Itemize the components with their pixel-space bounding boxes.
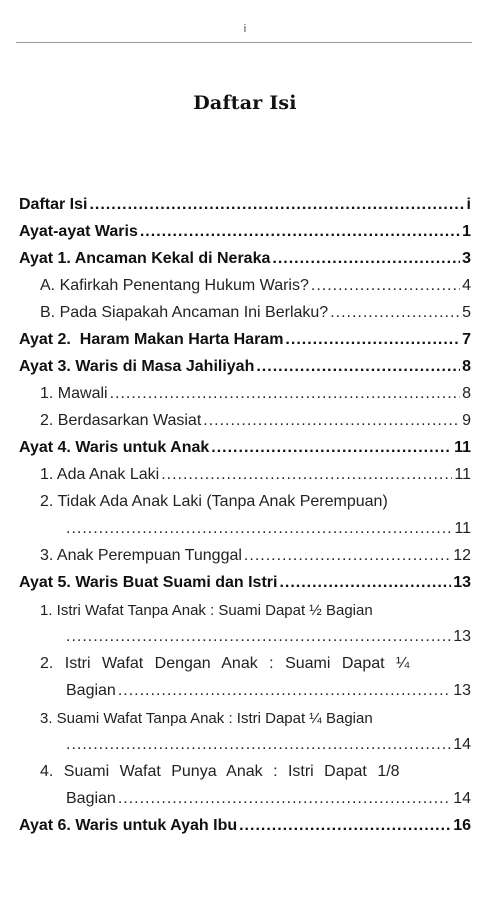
toc-leader-dots <box>89 197 464 213</box>
toc-leader-dots <box>330 305 460 321</box>
toc-entry-label: Ayat 5. Waris Buat Suami dan Istri <box>19 574 278 591</box>
toc-leader-dots <box>272 251 460 267</box>
header-divider <box>16 42 472 43</box>
toc-entry-label <box>40 764 471 780</box>
toc-leader-dots <box>285 332 460 348</box>
toc-leader-dots <box>161 467 452 483</box>
toc-leader-dots <box>66 629 451 645</box>
toc-entry-label: Ayat-ayat Waris <box>19 223 138 240</box>
toc-entry-label: 2. Berdasarkan Wasiat <box>40 412 202 429</box>
toc-entry-page: i <box>466 196 471 213</box>
toc-subentry[interactable] <box>40 645 471 672</box>
toc-entry-label: Ayat 1. Ancaman Kekal di Neraka <box>19 250 271 267</box>
toc-entry-label: Ayat 4. Waris untuk Anak <box>19 439 210 456</box>
toc-leader-dots <box>110 386 461 402</box>
toc-subentry[interactable] <box>40 402 471 429</box>
toc-entry-label: A. Kafirkah Penentang Hukum Waris? <box>40 277 309 294</box>
toc-subentry[interactable] <box>40 294 471 321</box>
toc-entry-label: 1. Mawali <box>40 385 108 402</box>
toc-entry-label: B. Pada Siapakah Ancaman Ini Berlaku? <box>40 304 329 321</box>
toc-subentry-continuation[interactable] <box>66 726 471 753</box>
toc-entry-label-text: 4. Suami Wafat Punya Anak : Istri Dapat 1/8 <box>40 763 400 780</box>
toc-entry-label: Ayat 3. Waris di Masa Jahiliyah <box>19 358 255 375</box>
page-number: i <box>243 23 247 35</box>
toc-entry-page: 11 <box>454 466 471 483</box>
toc-entry-page: 3 <box>462 250 471 267</box>
toc-entry-label-text: 2. Istri Wafat Dengan Anak : Suami Dapat ¼ <box>40 655 410 672</box>
toc-entry-page: 14 <box>453 790 471 807</box>
toc-entry-label: 1. Ada Anak Laki <box>40 466 160 483</box>
toc-entry-page: 4 <box>462 277 471 294</box>
toc-leader-dots <box>203 413 460 429</box>
toc-subentry-continuation[interactable] <box>66 510 471 537</box>
toc-subentry[interactable] <box>40 267 471 294</box>
toc-entry[interactable] <box>19 348 471 375</box>
toc-leader-dots <box>256 359 460 375</box>
toc-entry-page: 9 <box>462 412 471 429</box>
toc-entry-page: 1 <box>462 223 471 240</box>
toc-entry-label: Ayat 2. Haram Makan Harta Haram <box>19 331 284 348</box>
toc-entry-page: 8 <box>462 358 471 375</box>
toc-leader-dots <box>311 278 460 294</box>
toc-subentry[interactable] <box>40 537 471 564</box>
toc-entry-page: 11 <box>454 439 471 456</box>
toc-entry-page: 13 <box>453 574 471 591</box>
toc-subentry[interactable] <box>40 699 471 726</box>
toc-subentry[interactable] <box>40 591 471 618</box>
toc-entry-page: 7 <box>462 331 471 348</box>
toc-entry-label: 1. Istri Wafat Tanpa Anak : Suami Dapat ½ Bagian <box>40 602 373 619</box>
toc-entry-page: 12 <box>453 547 471 564</box>
toc-subentry-continuation[interactable] <box>66 780 471 807</box>
toc-leader-dots <box>118 791 451 807</box>
toc-entry[interactable] <box>19 240 471 267</box>
toc-entry-page: 5 <box>462 304 471 321</box>
toc-entry-page: 11 <box>454 520 471 537</box>
toc-leader-dots <box>140 224 460 240</box>
toc-entry-label-cont: Bagian <box>66 682 116 699</box>
page-title: Daftar Isi <box>193 92 297 114</box>
toc-entry[interactable] <box>19 186 471 213</box>
toc-entry-page: 14 <box>453 736 471 753</box>
toc-entry[interactable] <box>19 213 471 240</box>
toc-entry-page: 13 <box>453 628 471 645</box>
toc-entry-page: 16 <box>453 817 471 834</box>
toc-leader-dots <box>244 548 451 564</box>
toc-subentry-continuation[interactable] <box>66 618 471 645</box>
toc-entry-label <box>40 656 471 672</box>
toc-leader-dots <box>279 575 451 591</box>
toc-entry[interactable] <box>19 429 471 456</box>
toc-subentry[interactable] <box>40 753 471 780</box>
toc-entry-label: Daftar Isi <box>19 196 88 213</box>
toc-subentry[interactable] <box>40 456 471 483</box>
toc-subentry[interactable] <box>40 375 471 402</box>
toc-subentry[interactable] <box>40 483 471 510</box>
toc-entry[interactable] <box>19 807 471 834</box>
toc-leader-dots <box>211 440 452 456</box>
toc-entry-page: 13 <box>453 682 471 699</box>
toc-entry-label-cont: Bagian <box>66 790 116 807</box>
toc-entry[interactable] <box>19 321 471 348</box>
toc-subentry-continuation[interactable] <box>66 672 471 699</box>
toc-leader-dots <box>66 521 452 537</box>
toc-entry-label: Ayat 6. Waris untuk Ayah Ibu <box>19 817 238 834</box>
toc-entry-label: 3. Suami Wafat Tanpa Anak : Istri Dapat ¼ Bagian <box>40 710 373 727</box>
toc-entry[interactable] <box>19 564 471 591</box>
toc-entry-page: 8 <box>462 385 471 402</box>
toc-entry-label: 2. Tidak Ada Anak Laki (Tanpa Anak Perempuan) <box>40 493 388 510</box>
toc-entry-label: 3. Anak Perempuan Tunggal <box>40 547 242 564</box>
toc-leader-dots <box>239 818 451 834</box>
toc-leader-dots <box>118 683 451 699</box>
toc-leader-dots <box>66 737 451 753</box>
